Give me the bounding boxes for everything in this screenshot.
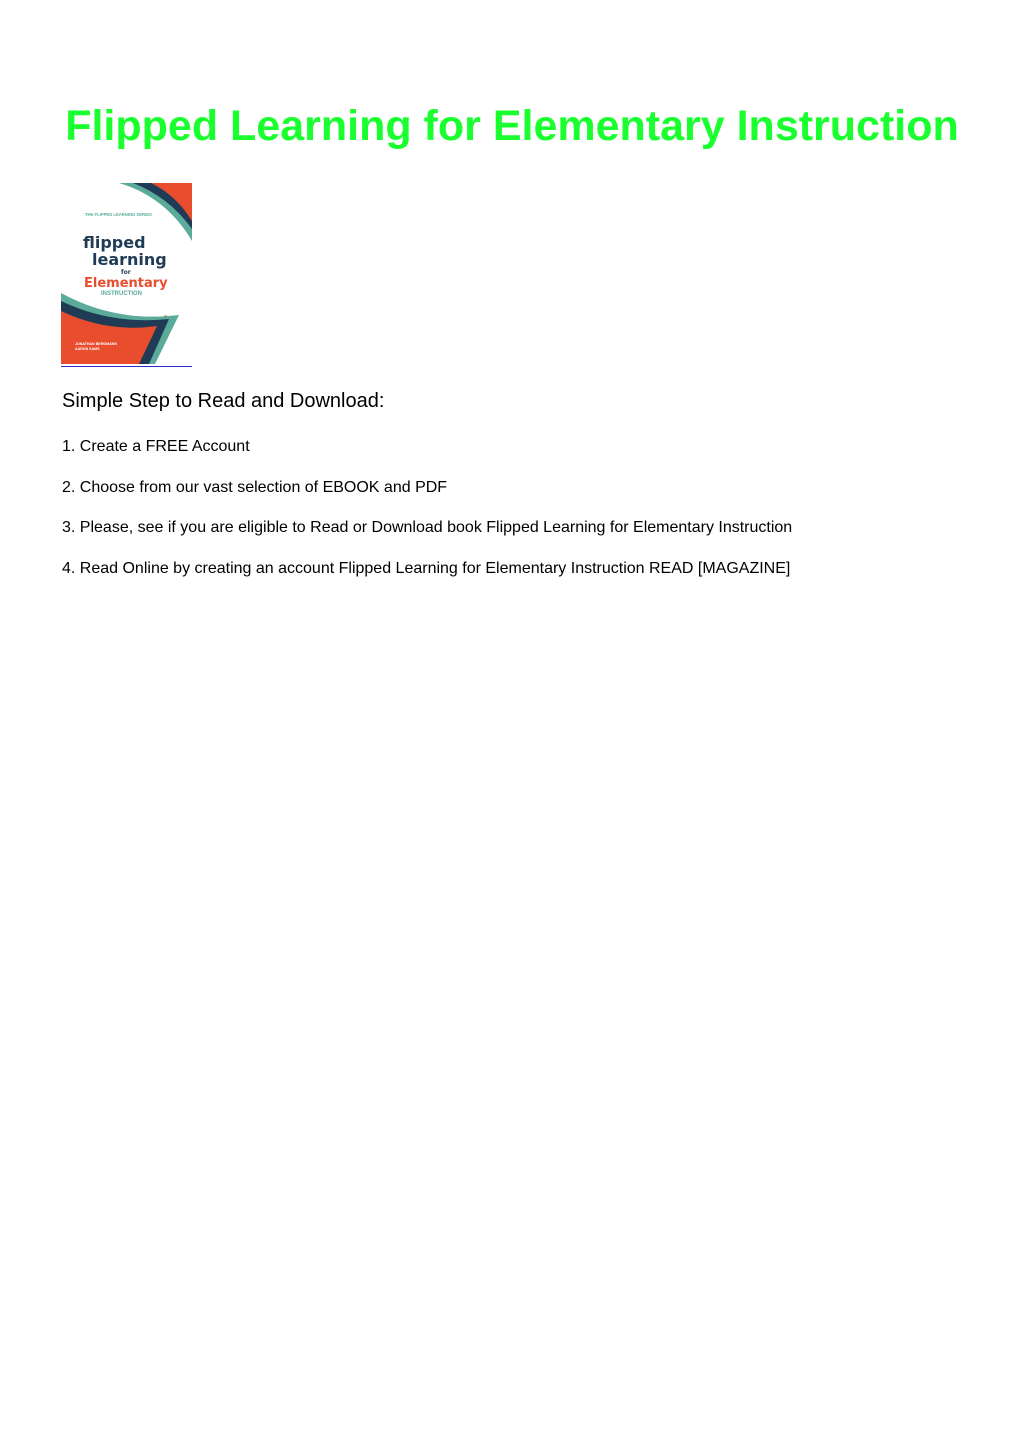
- page-title: Flipped Learning for Elementary Instruction: [65, 102, 959, 150]
- download-steps-heading: Simple Step to Read and Download:: [62, 390, 385, 412]
- step-3: 3. Please, see if you are eligible to Read or Download book Flipped Learning for Elementary Instruction: [62, 519, 793, 536]
- cover-title-line1: flipped: [83, 233, 146, 252]
- book-cover-image: [61, 183, 192, 364]
- cover-title-line3: for: [121, 269, 131, 276]
- cover-title-line2: learning: [92, 250, 167, 269]
- step-4: 4. Read Online by creating an account Flipped Learning for Elementary Instruction READ [MAGAZINE]: [62, 560, 791, 577]
- cover-author-2: AARON SAMS: [75, 347, 100, 351]
- cover-author-1: JONATHAN BERGMANN: [75, 342, 117, 346]
- step-1: 1. Create a FREE Account: [62, 438, 250, 455]
- cover-title-line4: Elementary: [84, 276, 168, 291]
- book-cover-link[interactable]: [61, 183, 192, 367]
- cover-title-line5: INSTRUCTION: [101, 291, 142, 297]
- cover-series-label: THE FLIPPED LEARNING SERIES: [85, 212, 152, 217]
- step-2: 2. Choose from our vast selection of EBOOK and PDF: [62, 479, 448, 496]
